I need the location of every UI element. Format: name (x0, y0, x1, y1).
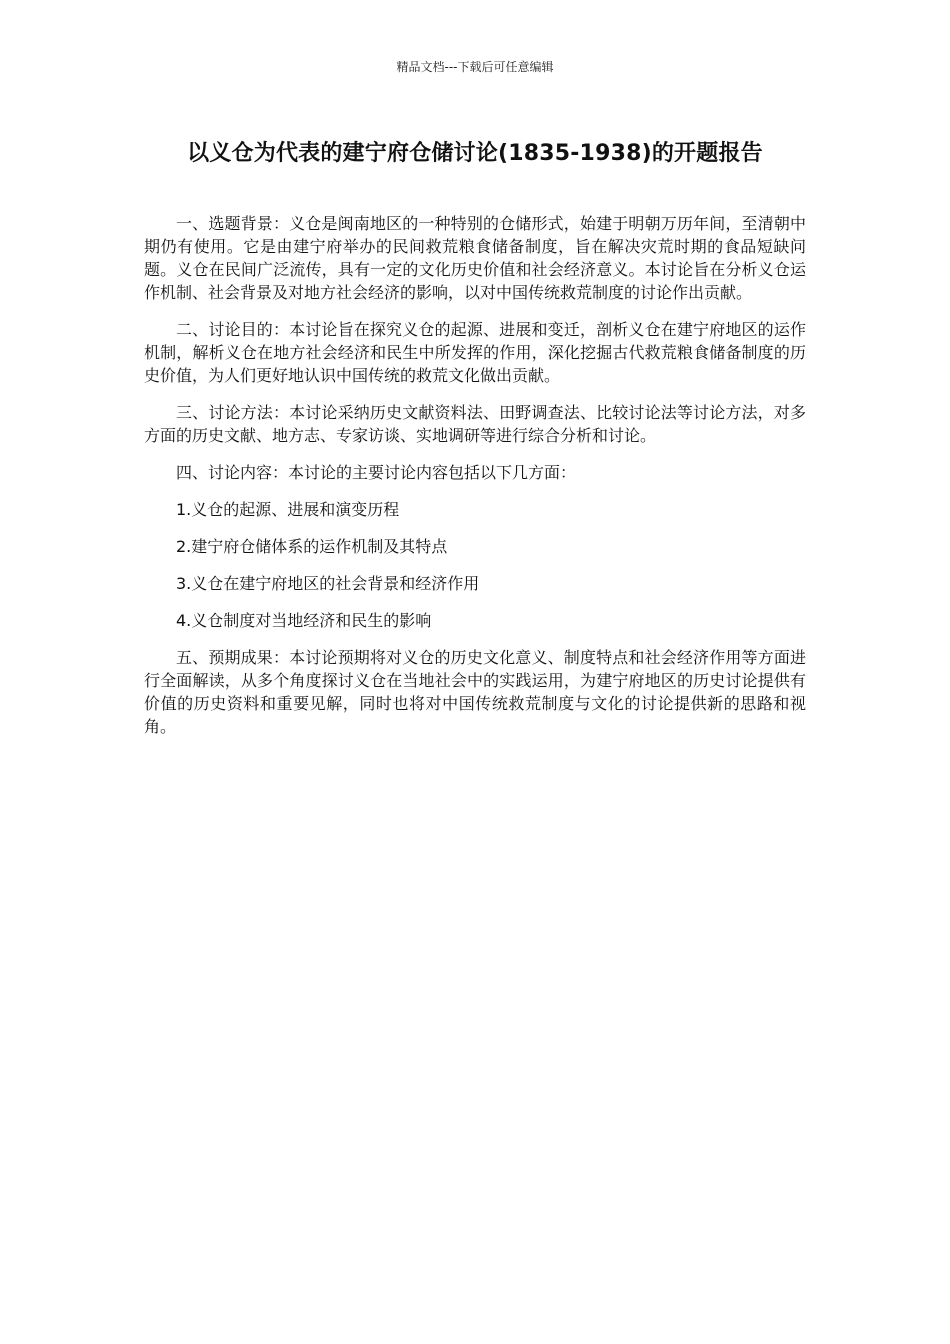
paragraph-content: 四、讨论内容：本讨论的主要讨论内容包括以下几方面： (176, 463, 577, 482)
document-title: 以义仓为代表的建宁府仓储讨论(1835-1938)的开题报告 (187, 141, 763, 166)
paragraph-purpose: 二、讨论目的：本讨论旨在探究义仓的起源、进展和变迁，剖析义仓在建宁府地区的运作机制，解析义仓在地方社会经济和民生中所发挥的作用，深化挖掘古代救荒粮食储备制度的历史价值，为人们更好地认识中国传统的救荒文化做出贡献。 (144, 320, 806, 385)
paragraph-expected-results: 五、预期成果：本讨论预期将对义仓的历史文化意义、制度特点和社会经济作用等方面进行全面解读，从多个角度探讨义仓在当地社会中的实践运用，为建宁府地区的历史讨论提供有价值的历史资料和重要见解，同时也将对中国传统救荒制度与文化的讨论提供新的思路和视角。 (144, 648, 806, 736)
document-body (144, 212, 806, 752)
list-item: 2.建宁府仓储体系的运作机制及其特点 (176, 537, 448, 556)
list-item: 3.义仓在建宁府地区的社会背景和经济作用 (176, 574, 480, 593)
header-note: 精品文档---下载后可任意编辑 (396, 60, 554, 74)
paragraph-method: 三、讨论方法：本讨论采纳历史文献资料法、田野调查法、比较讨论法等讨论方法，对多方面的历史文献、地方志、专家访谈、实地调研等进行综合分析和讨论。 (144, 403, 806, 445)
paragraph-background: 一、选题背景：义仓是闽南地区的一种特别的仓储形式，始建于明朝万历年间，至清朝中期仍有使用。它是由建宁府举办的民间救荒粮食储备制度，旨在解决灾荒时期的食品短缺问题。义仓在民间广泛流传，具有一定的文化历史价值和社会经济意义。本讨论旨在分析义仓运作机制、社会背景及对地方社会经济的影响，以对中国传统救荒制度的讨论作出贡献。 (144, 214, 806, 302)
list-item: 4.义仓制度对当地经济和民生的影响 (176, 611, 432, 630)
list-item: 1.义仓的起源、进展和演变历程 (176, 500, 400, 519)
